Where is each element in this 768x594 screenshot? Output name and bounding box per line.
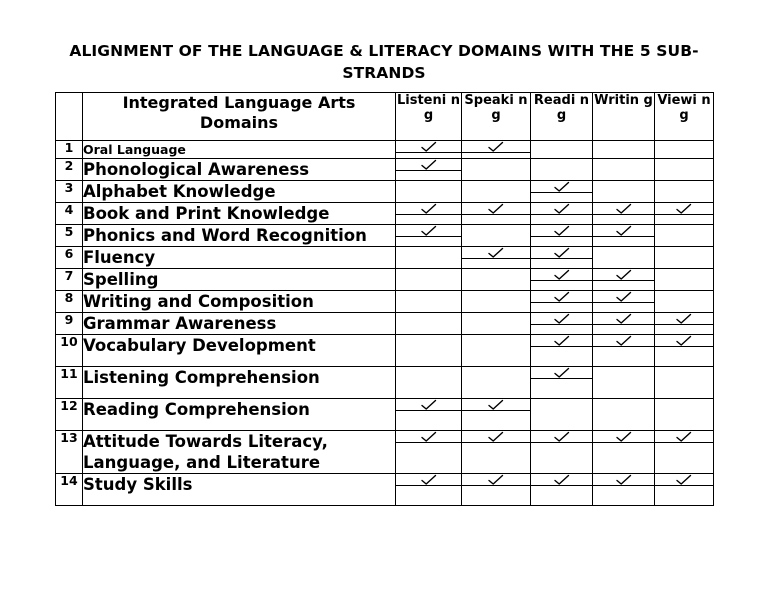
cell-reading <box>531 247 593 269</box>
cell-viewing <box>655 141 714 159</box>
cell-viewing <box>655 159 714 181</box>
row-number: 14 <box>56 474 83 506</box>
cell-viewing <box>655 203 714 225</box>
cell-writing <box>593 399 655 431</box>
check-underline <box>530 324 593 325</box>
cell-speaking <box>462 225 531 247</box>
cell-reading <box>531 474 593 506</box>
check-underline <box>592 280 655 281</box>
check-underline <box>592 346 655 347</box>
cell-writing <box>593 181 655 203</box>
domain-name: Writing and Composition <box>83 291 396 313</box>
cell-speaking <box>462 159 531 181</box>
domain-name: Attitude Towards Literacy, Language, and Literature <box>83 431 396 474</box>
cell-writing <box>593 141 655 159</box>
header-viewing: Viewi ng <box>655 93 714 141</box>
header-listening: Listeni ng <box>396 93 462 141</box>
row-number: 11 <box>56 367 83 399</box>
cell-writing <box>593 431 655 474</box>
check-underline <box>530 302 593 303</box>
check-underline <box>530 236 593 237</box>
row-number: 1 <box>56 141 83 159</box>
cell-speaking <box>462 203 531 225</box>
check-underline <box>654 485 714 486</box>
check-underline <box>654 214 714 215</box>
check-underline <box>461 258 531 259</box>
document-title: ALIGNMENT OF THE LANGUAGE & LITERACY DOMAINS WITH THE 5 SUB-STRANDS <box>69 42 699 82</box>
alignment-table <box>55 92 714 506</box>
check-underline <box>592 302 655 303</box>
cell-speaking <box>462 313 531 335</box>
cell-listening <box>396 159 462 181</box>
check-underline <box>461 485 531 486</box>
domain-name: Oral Language <box>83 141 396 159</box>
table-row <box>56 474 714 506</box>
check-underline <box>530 442 593 443</box>
cell-listening <box>396 399 462 431</box>
cell-reading <box>531 203 593 225</box>
check-underline <box>395 152 462 153</box>
cell-speaking <box>462 291 531 313</box>
table-row <box>56 247 714 269</box>
check-underline <box>530 346 593 347</box>
check-underline <box>654 346 714 347</box>
cell-listening <box>396 203 462 225</box>
cell-viewing <box>655 291 714 313</box>
header-writing: Writin g <box>593 93 655 141</box>
check-underline <box>592 214 655 215</box>
header-row <box>56 93 714 141</box>
cell-writing <box>593 159 655 181</box>
cell-listening <box>396 269 462 291</box>
check-underline <box>654 324 714 325</box>
cell-speaking <box>462 474 531 506</box>
check-underline <box>461 410 531 411</box>
check-underline <box>395 236 462 237</box>
cell-viewing <box>655 474 714 506</box>
cell-viewing <box>655 225 714 247</box>
cell-writing <box>593 335 655 367</box>
row-number: 3 <box>56 181 83 203</box>
cell-viewing <box>655 313 714 335</box>
check-underline <box>395 485 462 486</box>
domain-name: Alphabet Knowledge <box>83 181 396 203</box>
cell-writing <box>593 474 655 506</box>
cell-reading <box>531 181 593 203</box>
cell-listening <box>396 431 462 474</box>
check-underline <box>530 378 593 379</box>
cell-reading <box>531 225 593 247</box>
domain-name: Spelling <box>83 269 396 291</box>
domain-name: Study Skills <box>83 474 396 506</box>
cell-reading <box>531 399 593 431</box>
check-underline <box>461 152 531 153</box>
cell-listening <box>396 181 462 203</box>
check-underline <box>395 442 462 443</box>
row-number: 10 <box>56 335 83 367</box>
cell-speaking <box>462 181 531 203</box>
check-underline <box>654 442 714 443</box>
cell-writing <box>593 269 655 291</box>
table-row <box>56 159 714 181</box>
cell-viewing <box>655 181 714 203</box>
cell-listening <box>396 247 462 269</box>
cell-speaking <box>462 247 531 269</box>
cell-viewing <box>655 247 714 269</box>
check-underline <box>395 170 462 171</box>
cell-reading <box>531 313 593 335</box>
domain-name: Phonological Awareness <box>83 159 396 181</box>
row-number: 13 <box>56 431 83 474</box>
cell-writing <box>593 313 655 335</box>
cell-speaking <box>462 367 531 399</box>
domain-name: Reading Comprehension <box>83 399 396 431</box>
cell-writing <box>593 367 655 399</box>
check-underline <box>592 442 655 443</box>
table-body <box>56 141 714 506</box>
domain-name: Book and Print Knowledge <box>83 203 396 225</box>
table-row <box>56 335 714 367</box>
domain-name: Fluency <box>83 247 396 269</box>
table-row <box>56 291 714 313</box>
cell-listening <box>396 367 462 399</box>
table-row <box>56 313 714 335</box>
check-underline <box>530 258 593 259</box>
cell-speaking <box>462 431 531 474</box>
cell-writing <box>593 291 655 313</box>
table-row <box>56 269 714 291</box>
domain-name: Phonics and Word Recognition <box>83 225 396 247</box>
cell-viewing <box>655 399 714 431</box>
cell-speaking <box>462 141 531 159</box>
cell-speaking <box>462 335 531 367</box>
cell-listening <box>396 313 462 335</box>
row-number: 7 <box>56 269 83 291</box>
cell-reading <box>531 141 593 159</box>
table-row <box>56 399 714 431</box>
check-underline <box>530 192 593 193</box>
check-underline <box>461 214 531 215</box>
check-underline <box>530 214 593 215</box>
cell-viewing <box>655 269 714 291</box>
cell-reading <box>531 367 593 399</box>
cell-reading <box>531 431 593 474</box>
cell-speaking <box>462 269 531 291</box>
header-number-cell <box>56 93 83 141</box>
check-underline <box>530 280 593 281</box>
cell-reading <box>531 291 593 313</box>
check-underline <box>592 485 655 486</box>
cell-viewing <box>655 335 714 367</box>
cell-listening <box>396 335 462 367</box>
table-row <box>56 225 714 247</box>
table-row <box>56 431 714 474</box>
table-row <box>56 181 714 203</box>
table-row <box>56 203 714 225</box>
check-underline <box>395 214 462 215</box>
cell-writing <box>593 247 655 269</box>
cell-reading <box>531 269 593 291</box>
table-row <box>56 367 714 399</box>
check-underline <box>395 410 462 411</box>
row-number: 9 <box>56 313 83 335</box>
cell-writing <box>593 225 655 247</box>
header-reading: Readi ng <box>531 93 593 141</box>
domain-name: Listening Comprehension <box>83 367 396 399</box>
cell-listening <box>396 474 462 506</box>
check-underline <box>530 485 593 486</box>
cell-reading <box>531 335 593 367</box>
row-number: 12 <box>56 399 83 431</box>
check-underline <box>592 324 655 325</box>
row-number: 2 <box>56 159 83 181</box>
cell-writing <box>593 203 655 225</box>
check-underline <box>461 442 531 443</box>
cell-viewing <box>655 431 714 474</box>
domain-name: Grammar Awareness <box>83 313 396 335</box>
row-number: 6 <box>56 247 83 269</box>
check-underline <box>592 236 655 237</box>
cell-listening <box>396 291 462 313</box>
table-row <box>56 141 714 159</box>
cell-speaking <box>462 399 531 431</box>
cell-viewing <box>655 367 714 399</box>
header-speaking: Speaki ng <box>462 93 531 141</box>
row-number: 8 <box>56 291 83 313</box>
row-number: 5 <box>56 225 83 247</box>
cell-reading <box>531 159 593 181</box>
cell-listening <box>396 225 462 247</box>
domain-name: Vocabulary Development <box>83 335 396 367</box>
cell-listening <box>396 141 462 159</box>
header-domains: Integrated Language Arts Domains <box>83 93 396 141</box>
row-number: 4 <box>56 203 83 225</box>
